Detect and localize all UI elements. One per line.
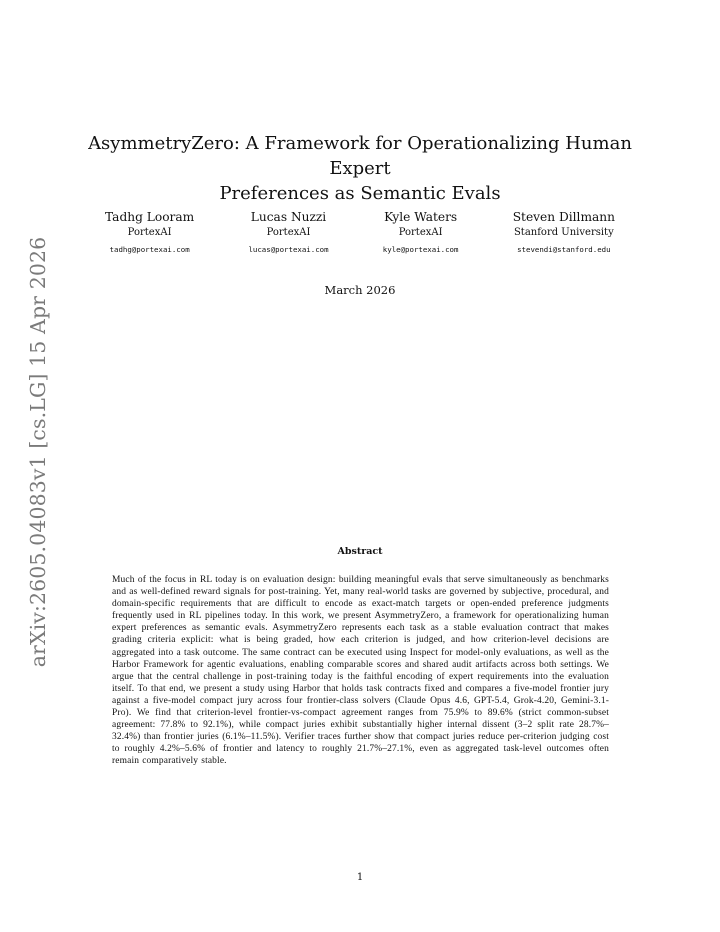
author-affiliation: Stanford University	[513, 227, 614, 238]
author-block	[105, 209, 194, 259]
author-email: lucas@portexai.com	[248, 245, 329, 254]
author-name: Kyle Waters	[384, 210, 458, 224]
author-name: Lucas Nuzzi	[250, 210, 327, 224]
author-name: Steven Dillmann	[512, 210, 615, 224]
title-line-1: AsymmetryZero: A Framework for Operationalizing Human Expert	[88, 133, 632, 179]
author-affiliation: PortexAI	[266, 227, 311, 238]
author-email: stevendi@stanford.edu	[517, 245, 611, 254]
author-block	[248, 209, 328, 259]
author-block	[383, 209, 459, 259]
arxiv-identifier: arXiv:2605.04083v1 [cs.LG] 15 Apr 2026	[26, 236, 50, 668]
abstract-body: Much of the focus in RL today is on evaluation design: building meaningful evals that serve simultaneously as benchmarks and as well-defined reward signals for post-training. Yet, many real-world tasks are governed by subjective, procedural, and domain-specific requirements that are difficult to encode as exact-match targets or open-ended preference judgments frequently used in RL pipelines today. In this work, we present AsymmetryZero, a framework for operationalizing human expert preferences as semantic evals. AsymmetryZero represents each task as a stable evaluation contract that makes grading criteria explicit: what is being graded, how each criterion is judged, and how criterion-level decisions are aggregated into a task outcome. The same contract can be executed using Inspect for model-only evaluations, as well as the Harbor Framework for agentic evaluations, enabling comparable scores and shared audit artifacts across both settings. We argue that the central challenge in post-training today is the faithful encoding of expert requirements into the evaluation itself. To that end, we present a study using Harbor that holds task contracts fixed and compares a five-model frontier jury against a five-model compact jury across four frontier-class solvers (Claude Opus 4.6, GPT-5.4, Grok-4.20, Gemini-3.1-Pro). We find that criterion-level frontier-vs-compact agreement ranges from 75.9% to 89.6% (strict common-subset agreement: 77.8% to 92.1%), while compact juries exhibit substantially higher internal dissent (3–2 split rate 28.7%–32.4%) than frontier juries (6.1%–11.5%). Verifier traces further show that compact juries reduce per-criterion judging cost to roughly 4.2%–5.6% of frontier and latency to roughly 21.7%–27.1%, even as aggregated task-level outcomes often remain comparatively stable.	[112, 575, 609, 767]
author-affiliation: PortexAI	[398, 227, 443, 238]
author-email: tadhg@portexai.com	[109, 245, 190, 254]
paper-title	[80, 131, 640, 206]
page-number: 1	[356, 872, 364, 883]
author-list	[105, 209, 615, 259]
abstract-heading: Abstract	[337, 546, 383, 557]
author-affiliation: PortexAI	[127, 227, 172, 238]
title-line-2: Preferences as Semantic Evals	[219, 183, 501, 204]
publication-date: March 2026	[324, 283, 396, 297]
author-name: Tadhg Looram	[105, 210, 195, 224]
author-email: kyle@portexai.com	[382, 245, 459, 254]
author-block	[513, 209, 615, 259]
